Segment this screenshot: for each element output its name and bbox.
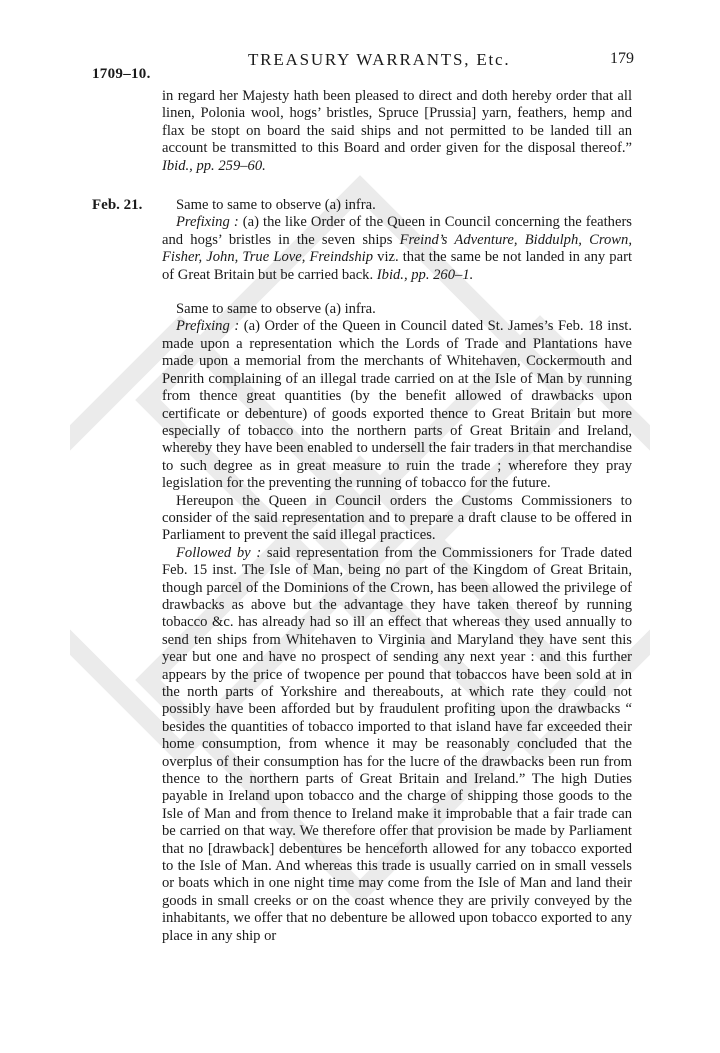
prefix-text: (a) Order of the Queen in Council dated St. James’s Feb. 18 inst. made upon a representation which the Lords of Trade and Plantations have made upon a memorial from the merchants of Whitehaven, Cockermouth and Penrith complaining of an illegal trade carried on at the Isle of Man by running from thence great quantities (by the benefit allowed of drawbacks upon certificate or debenture) of goods exported thence to Great Britain but more especially of tobacco into the northern parts of Great Britain and Ireland, whereby they have been enabled to undersell the fair traders in that merchandise to such degree as in great measure to ruin the trade ; wherefore they pray legislation for the preventing the running of tobacco for the future. bbox=[162, 318, 632, 492]
prefix-paragraph bbox=[162, 214, 632, 284]
entry-feb-21 bbox=[162, 197, 632, 284]
ship-names: Freind’s Adventure, Biddulph, Crown, Fisher, John, True Love, Freindship bbox=[162, 231, 632, 266]
paragraph: in regard her Majesty hath been pleased to direct and doth hereby order that all linen, Polonia wool, hogs’ bristles, Spruce [Prussia] yarn, feathers, hemp and flax be stopt on board the said ships and not permitted to be landed till an account be transmitted to this Board and order given for the disposal thereof.” bbox=[162, 88, 632, 157]
entry-heading: Same to same to observe (a) infra. bbox=[176, 301, 376, 318]
followed-label: Followed by : bbox=[176, 544, 262, 561]
prefix-label: Prefixing : bbox=[176, 318, 240, 335]
prefix-tail: viz. that the same be not landed in any part of Great Britain but be carried back. bbox=[162, 249, 632, 283]
followed-text: said representation from the Commissioners for Trade dated Feb. 15 inst. The Isle of Man, being no part of the Kingdom of Great Britain, though parcel of the Dominions of the Crown, has been allowed the privilege of drawbacks as above but the advantage they have taken thereof by running tobacco &c. has already had so ill an effect that whereas they used annually to send ten ships from Whitehaven to Virginia and Maryland they have sent this year but one and have no prospect of sending any next year : and this further appears by the price of twopence per pound that tobaccos have been sold at in the north parts of Yorkshire and thereabouts, at which rate they could not possibly have been afforded but by fraudulent profiting upon the drawbacks “ besides the quantities of tobacco imported to that island have far exceeded their home consumption, from whence it may be reasonably concluded that the overplus of their consumption has for the lucre of the drawbacks been run from thence to the northern parts of Great Britain and Ireland.” The high Duties payable in Ireland upon tobacco and the charge of shipping those goods to the Isle of Man and from thence to Ireland make it improbable that a fair trade can be carried on that way. We therefore offer that provision be made by Parliament that no [drawback] debentures be henceforth allowed for any tobacco exported to the Isle of Man. And whereas this trade is usually carried on in small vessels or boats which in one night time may come from the Isle of Man and land their goods in small creeks or on the coast whence they are privily conveyed by the inhabitants, we offer that no debenture be allowed upon tobacco exported to any place in any ship or bbox=[162, 544, 632, 944]
citation: Ibid., pp. 260–1. bbox=[376, 266, 474, 283]
margin-date: Feb. 21. bbox=[92, 197, 143, 213]
running-title: TREASURY WARRANTS, Etc. bbox=[248, 50, 511, 69]
header-year: 1709–10. bbox=[92, 66, 151, 82]
entry-continuation bbox=[162, 88, 632, 175]
prefix-paragraph bbox=[162, 318, 632, 492]
document-body bbox=[162, 88, 632, 945]
prefix-text: (a) the like Order of the Queen in Council concerning the feathers and hogs’ bristles in the seven ships bbox=[162, 214, 632, 248]
followed-paragraph bbox=[162, 545, 632, 945]
hereupon-paragraph: Hereupon the Queen in Council orders the Customs Commissioners to consider of the said representation and to prepare a draft clause to be offered in Parliament to prevent the said illegal practices. bbox=[162, 492, 632, 544]
page-number: 179 bbox=[610, 50, 634, 67]
prefix-label: Prefixing : bbox=[176, 214, 239, 231]
citation: Ibid., pp. 259–60. bbox=[162, 157, 266, 174]
entry-heading: Same to same to observe (a) infra. bbox=[176, 197, 376, 214]
entry-isle-of-man bbox=[162, 301, 632, 945]
